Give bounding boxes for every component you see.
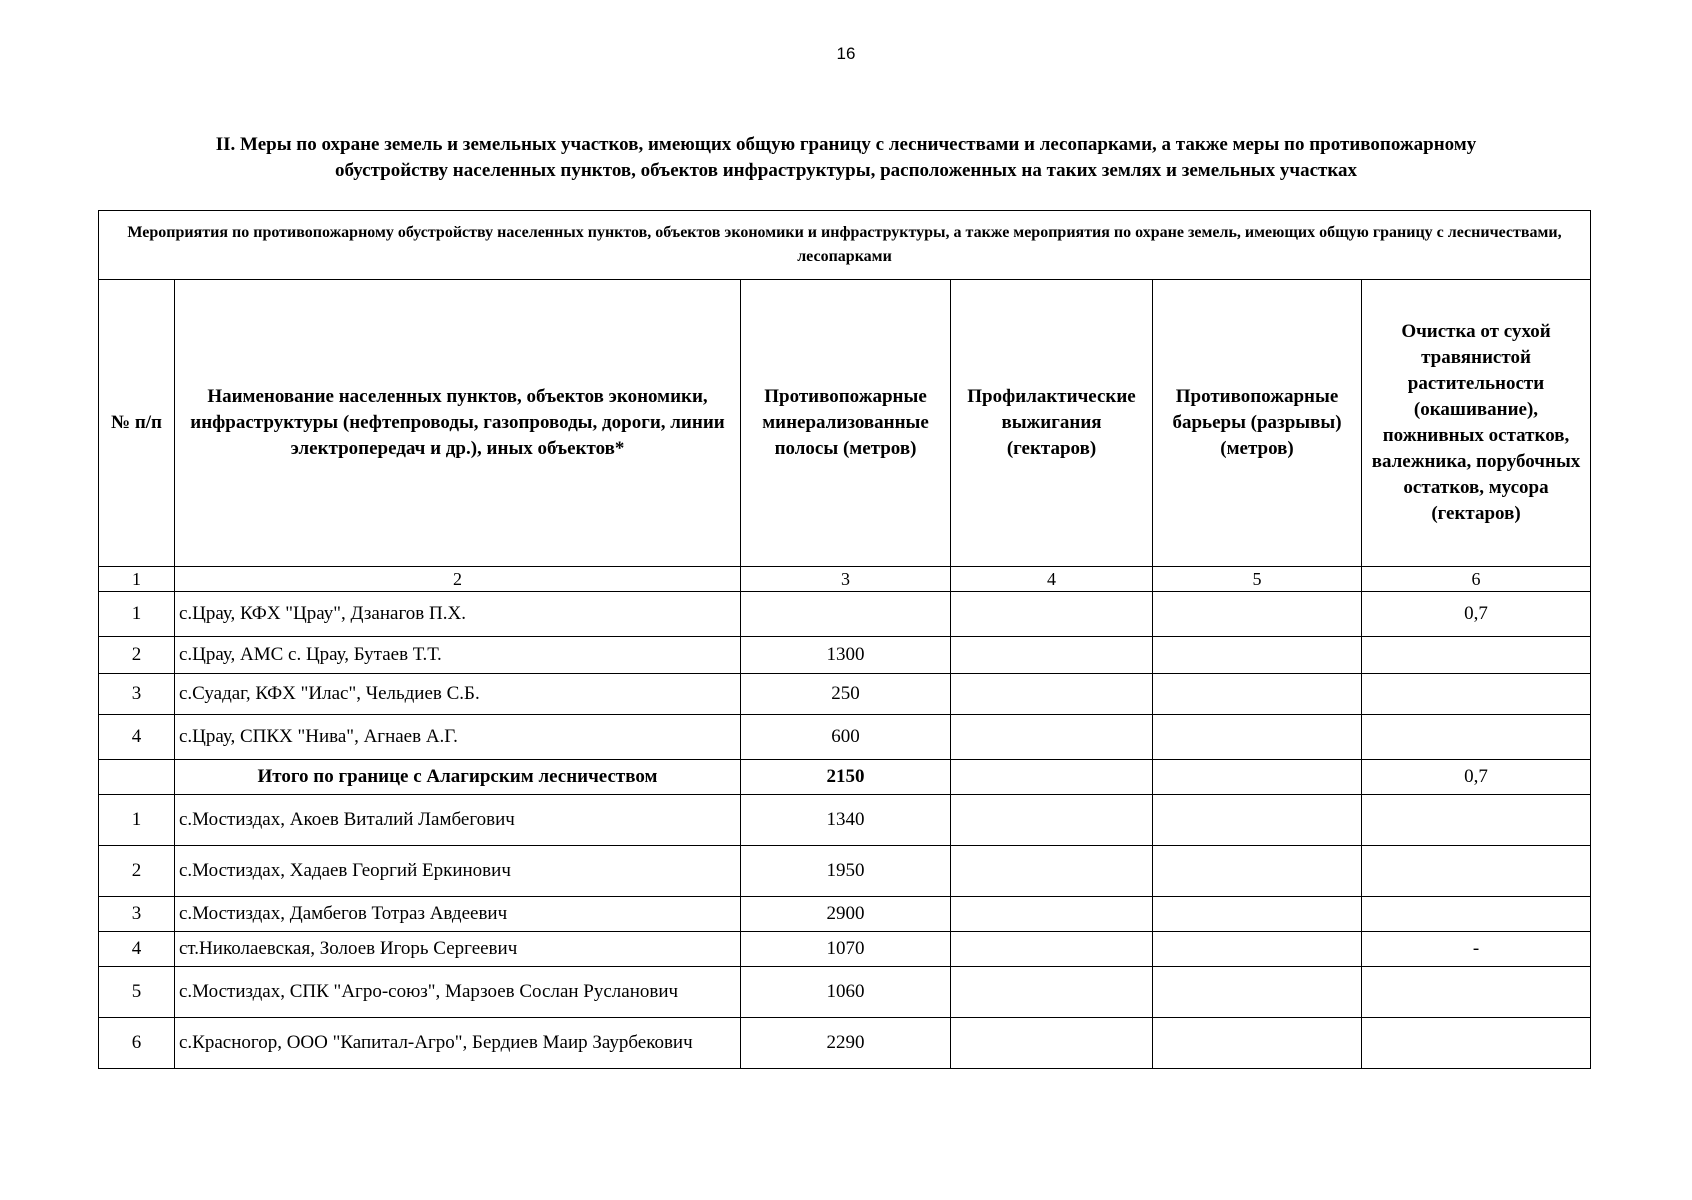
row-number: 4: [99, 932, 175, 967]
row-mineral-strips: [741, 592, 951, 637]
table-row: [99, 674, 1591, 715]
header-number: № п/п: [99, 280, 175, 567]
row-cleaning: [1362, 1018, 1591, 1069]
row-number: 6: [99, 1018, 175, 1069]
row-name: ст.Николаевская, Золоев Игорь Сергеевич: [175, 932, 741, 967]
row-cleaning: -: [1362, 932, 1591, 967]
row-prophylactic-burning: [951, 715, 1153, 760]
row-fire-barriers: [1153, 760, 1362, 795]
column-number: 6: [1362, 567, 1591, 592]
row-name: с.Мостиздах, СПК "Агро-союз", Марзоев Сослан Русланович: [175, 967, 741, 1018]
row-number: 1: [99, 592, 175, 637]
header-fire-barriers: Противопожарные барьеры (разрывы) (метров): [1153, 280, 1362, 567]
row-fire-barriers: [1153, 846, 1362, 897]
row-mineral-strips: 1340: [741, 795, 951, 846]
row-mineral-strips: 250: [741, 674, 951, 715]
row-mineral-strips: 600: [741, 715, 951, 760]
row-prophylactic-burning: [951, 967, 1153, 1018]
row-fire-barriers: [1153, 637, 1362, 674]
section-title-line-1: II. Меры по охране земель и земельных участков, имеющих общую границу с лесничествами и лесопарками, а также меры по противопожарному: [215, 134, 1477, 155]
row-mineral-strips: 1060: [741, 967, 951, 1018]
section-title: [120, 132, 1572, 184]
table-banner: Мероприятия по противопожарному обустройству населенных пунктов, объектов экономики и инфраструктуры, а также мероприятия по охране земель, имеющих общую границу с лесничествами, лесопарками: [99, 211, 1591, 280]
row-prophylactic-burning: [951, 592, 1153, 637]
row-number: 3: [99, 897, 175, 932]
table-row: [99, 760, 1591, 795]
row-prophylactic-burning: [951, 897, 1153, 932]
column-number: 3: [741, 567, 951, 592]
row-prophylactic-burning: [951, 674, 1153, 715]
column-number: 4: [951, 567, 1153, 592]
table-row: [99, 715, 1591, 760]
column-number: 2: [175, 567, 741, 592]
row-mineral-strips: 1300: [741, 637, 951, 674]
column-number: 5: [1153, 567, 1362, 592]
row-name: с.Црау, КФХ "Црау", Дзанагов П.Х.: [175, 592, 741, 637]
row-cleaning: 0,7: [1362, 760, 1591, 795]
table-row: [99, 846, 1591, 897]
row-number: 2: [99, 637, 175, 674]
row-prophylactic-burning: [951, 637, 1153, 674]
table-row: [99, 897, 1591, 932]
table-row: [99, 637, 1591, 674]
row-mineral-strips: 2290: [741, 1018, 951, 1069]
row-cleaning: [1362, 674, 1591, 715]
row-fire-barriers: [1153, 1018, 1362, 1069]
row-name: с.Мостиздах, Хадаев Георгий Еркинович: [175, 846, 741, 897]
row-number: 1: [99, 795, 175, 846]
row-name: с.Красногор, ООО "Капитал-Агро", Бердиев Маир Заурбекович: [175, 1018, 741, 1069]
row-prophylactic-burning: [951, 795, 1153, 846]
header-mineral-strips: Противопожарные минерализованные полосы (метров): [741, 280, 951, 567]
row-name: Итого по границе с Алагирским лесничеством: [175, 760, 741, 795]
row-cleaning: 0,7: [1362, 592, 1591, 637]
header-cleaning: Очистка от сухой травянистой растительности (окашивание), пожнивных остатков, валежника, порубочных остатков, мусора (гектаров): [1362, 280, 1591, 567]
row-prophylactic-burning: [951, 1018, 1153, 1069]
section-title-line-2: обустройству населенных пунктов, объектов инфраструктуры, расположенных на таких землях и земельных участках: [334, 160, 1358, 181]
row-mineral-strips: 1070: [741, 932, 951, 967]
row-fire-barriers: [1153, 795, 1362, 846]
row-cleaning: [1362, 795, 1591, 846]
column-number: 1: [99, 567, 175, 592]
page-number: 16: [836, 44, 856, 63]
row-number: 4: [99, 715, 175, 760]
row-fire-barriers: [1153, 715, 1362, 760]
measures-table: [98, 210, 1591, 1069]
row-prophylactic-burning: [951, 760, 1153, 795]
table-row: [99, 1018, 1591, 1069]
row-prophylactic-burning: [951, 932, 1153, 967]
row-prophylactic-burning: [951, 846, 1153, 897]
row-mineral-strips: 2900: [741, 897, 951, 932]
row-fire-barriers: [1153, 897, 1362, 932]
row-cleaning: [1362, 715, 1591, 760]
row-name: с.Црау, СПКХ "Нива", Агнаев А.Г.: [175, 715, 741, 760]
row-fire-barriers: [1153, 967, 1362, 1018]
row-name: с.Суадаг, КФХ "Илас", Чельдиев С.Б.: [175, 674, 741, 715]
table-row: [99, 795, 1591, 846]
row-fire-barriers: [1153, 592, 1362, 637]
table-row: [99, 932, 1591, 967]
row-cleaning: [1362, 897, 1591, 932]
row-number: 5: [99, 967, 175, 1018]
row-number: 3: [99, 674, 175, 715]
row-fire-barriers: [1153, 674, 1362, 715]
row-name: с.Мостиздах, Дамбегов Тотраз Авдеевич: [175, 897, 741, 932]
row-cleaning: [1362, 967, 1591, 1018]
row-cleaning: [1362, 846, 1591, 897]
header-name: Наименование населенных пунктов, объектов экономики, инфраструктуры (нефтепроводы, газопроводы, дороги, линии электропередач и др.), иных объектов*: [175, 280, 741, 567]
table-row: [99, 967, 1591, 1018]
row-number: [99, 760, 175, 795]
row-name: с.Мостиздах, Акоев Виталий Ламбегович: [175, 795, 741, 846]
row-cleaning: [1362, 637, 1591, 674]
row-mineral-strips: 1950: [741, 846, 951, 897]
row-mineral-strips: 2150: [741, 760, 951, 795]
row-name: с.Црау, АМС с. Црау, Бутаев Т.Т.: [175, 637, 741, 674]
header-prophylactic-burning: Профилактические выжигания (гектаров): [951, 280, 1153, 567]
row-number: 2: [99, 846, 175, 897]
row-fire-barriers: [1153, 932, 1362, 967]
table-row: [99, 592, 1591, 637]
